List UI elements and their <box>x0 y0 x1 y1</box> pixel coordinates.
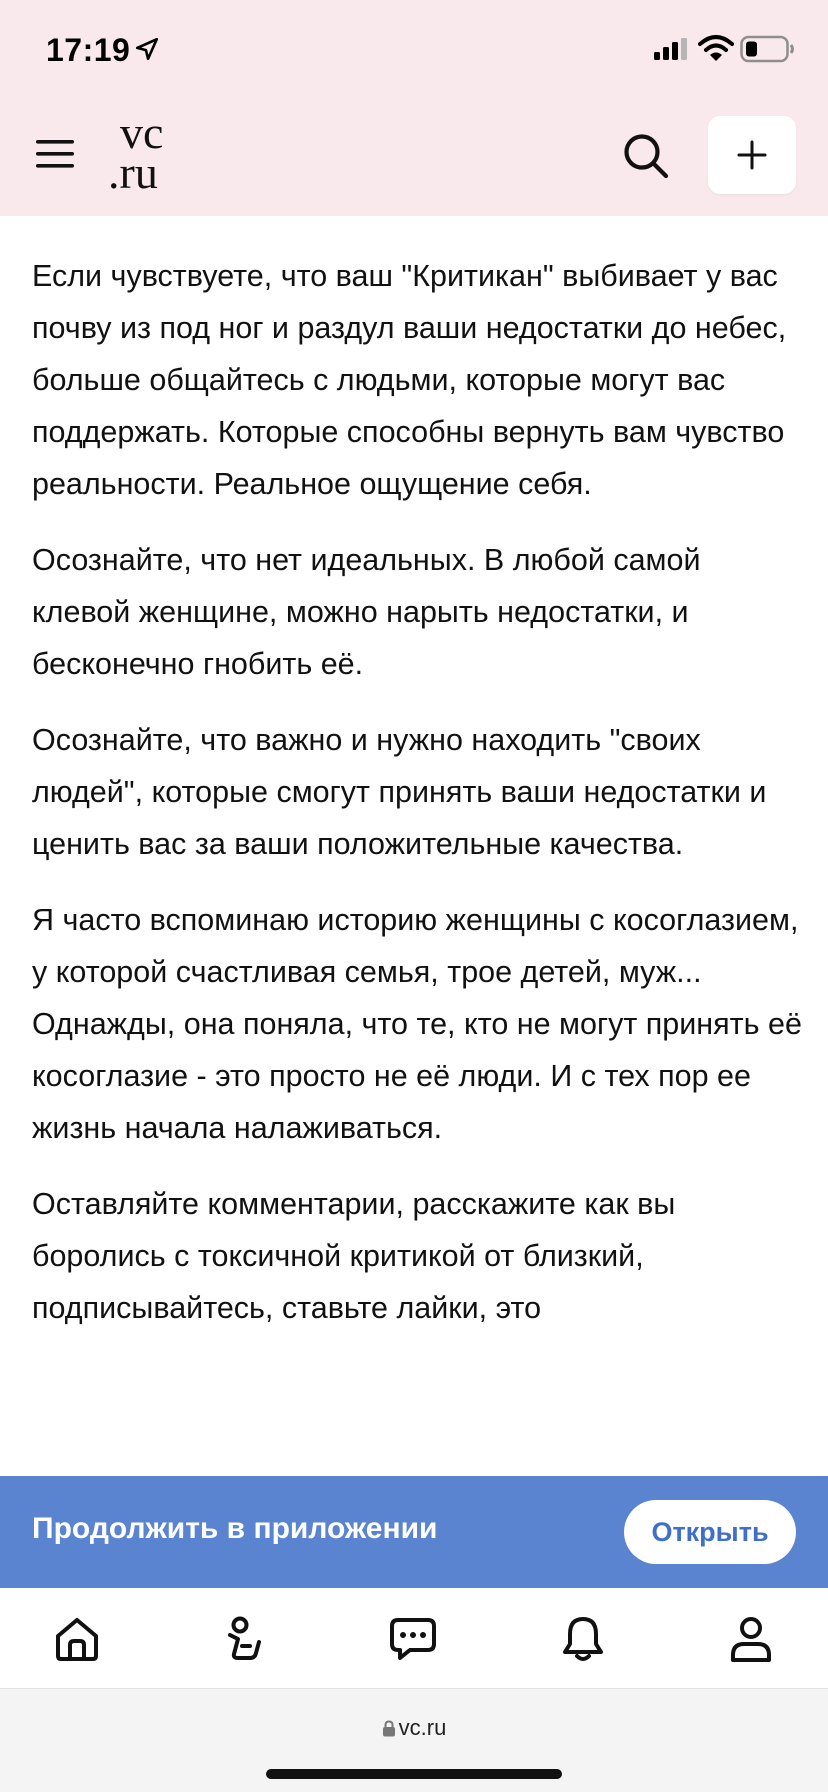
article-body <box>32 250 802 1474</box>
lock-icon <box>382 1720 396 1737</box>
article-paragraph: Если чувствуете, что ваш "Критикан" выбивает у вас почву из под ног и раздул ваши недостатки до небес, больше общайтесь с людьми, которые могут вас поддержать. Которые способны вернуть вам чувство реальности. Реальное ощущение себя. <box>32 259 787 501</box>
banner-text: Продолжить в приложении <box>32 1512 438 1545</box>
search-icon[interactable] <box>622 132 670 180</box>
profile-icon <box>726 1614 776 1664</box>
open-app-button[interactable]: Открыть <box>624 1500 796 1564</box>
location-arrow-icon <box>134 36 160 62</box>
article-paragraph: Я часто вспоминаю историю женщины с косоглазием, у которой счастливая семья, трое детей, муж... Однажды, она поняла, что те, кто не могут принять её косоглазие - это просто не её люди. И с тех пор ее жизнь начала налаживаться. <box>32 903 802 1145</box>
tab-popular[interactable] <box>220 1614 270 1664</box>
messages-icon <box>388 1614 438 1664</box>
browser-address-bar[interactable] <box>0 1688 828 1792</box>
wifi-icon <box>698 34 734 62</box>
article-paragraph: Осознайте, что нет идеальных. В любой самой клевой женщине, можно нарыть недостатки, и бесконечно гнобить её. <box>32 543 701 681</box>
cellular-signal-icon <box>654 38 688 60</box>
popular-icon <box>220 1614 270 1664</box>
scrolled-text-peek <box>32 82 792 96</box>
tab-home[interactable] <box>52 1614 102 1664</box>
bottom-tab-bar <box>0 1588 828 1688</box>
status-time: 17:19 <box>46 32 131 68</box>
url-text: vc.ru <box>398 1715 447 1740</box>
battery-icon <box>740 35 796 63</box>
menu-icon[interactable] <box>34 136 78 172</box>
url-display[interactable] <box>0 1715 828 1741</box>
plus-icon <box>736 139 768 171</box>
home-icon <box>52 1614 102 1664</box>
create-post-button[interactable] <box>708 116 796 194</box>
site-header <box>0 96 828 216</box>
svg-text:.ru: .ru <box>108 147 158 194</box>
vc-ru-logo[interactable] <box>106 114 196 194</box>
svg-text:vc: vc <box>120 114 164 158</box>
open-in-app-banner <box>0 1476 828 1588</box>
home-indicator <box>266 1769 562 1779</box>
tab-messages[interactable] <box>388 1614 438 1664</box>
tab-profile[interactable] <box>726 1614 776 1664</box>
article-paragraph: Оставляйте комментарии, расскажите как вы боролись с токсичной критикой от близкий, подписывайтесь, ставьте лайки, это <box>32 1187 676 1325</box>
article-paragraph: Осознайте, что важно и нужно находить "своих людей", которые смогут принять ваши недостатки и ценить вас за ваши положительные качества. <box>32 723 767 861</box>
tab-notifications[interactable] <box>558 1614 608 1664</box>
notifications-icon <box>558 1614 608 1664</box>
